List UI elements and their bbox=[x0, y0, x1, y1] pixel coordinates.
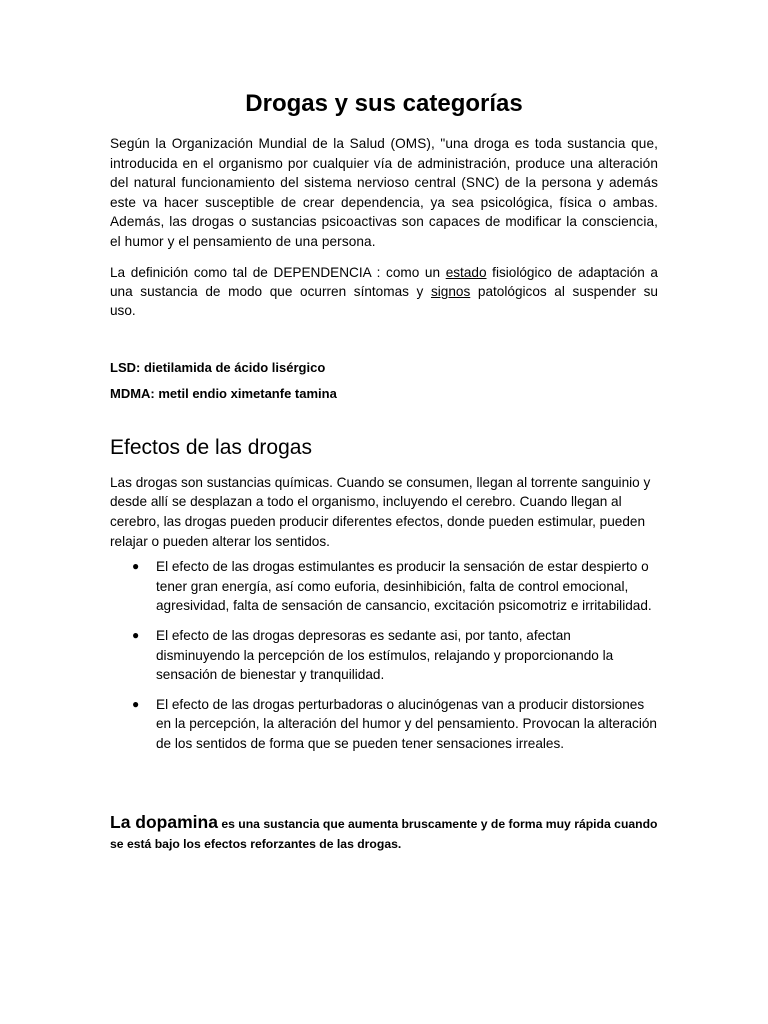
dopamine-term: La dopamina bbox=[110, 811, 218, 832]
dopamine-text: es una sustancia que aumenta bruscamente y de forma muy rápida cuando se está bajo los efectos reforzantes de las drogas. bbox=[110, 816, 658, 851]
list-item bbox=[132, 695, 658, 754]
dopamine-paragraph bbox=[110, 812, 658, 854]
definition-paragraph-end: uso. bbox=[110, 303, 136, 319]
definition-text-3: patológicos al suspender su bbox=[470, 283, 658, 299]
definition-paragraph bbox=[110, 263, 658, 302]
list-item-text: El efecto de las drogas depresoras es sedante asi, por tanto, afectan disminuyendo la percepción de los estímulos, relajando y proporcionando la sensación de bienestar y tranquilidad. bbox=[156, 627, 614, 683]
bullet-icon: ● bbox=[132, 696, 140, 711]
bullet-icon: ● bbox=[132, 627, 140, 642]
intro-paragraph: Según la Organización Mundial de la Salud (OMS), "una droga es toda sustancia que, introducida en el organismo por cualquier vía de administración, produce una alteración del natural funcionamiento del sistema nervioso central (SNC) de la persona y además este va hacer susceptible de crear dependencia, ya sea psicológica, física o ambas. Además, las drogas o sustancias psicoactivas son capaces de modificar la consciencia, el humor y el pensamiento de una persona. bbox=[110, 136, 658, 249]
definition-text-2: fisiológico de adaptación a una sustancia de modo que ocurren síntomas y bbox=[110, 264, 658, 299]
page-title: Drogas y sus categorías bbox=[245, 90, 523, 117]
list-item bbox=[132, 626, 658, 685]
definition-text-1: La definición como tal de DEPENDENCIA : como un bbox=[110, 264, 446, 280]
list-item-text: El efecto de las drogas estimulantes es producir la sensación de estar despierto o tener gran energía, así como euforia, desinhibición, falta de control emocional, agresividad, falta de sensación de cansancio, excitación psicomotriz e irritabilidad. bbox=[156, 559, 652, 614]
bullet-icon: ● bbox=[132, 559, 140, 574]
list-item-text: El efecto de las drogas perturbadoras o alucinógenas van a producir distorsiones en la percepción, la alteración del humor y del pensamiento. Provocan la alteración de los sentidos de forma que se pueden tener sensaciones irreales. bbox=[156, 696, 657, 751]
link-signos[interactable]: signos bbox=[430, 283, 471, 299]
abbreviation-lsd: LSD: dietilamida de ácido lisérgico bbox=[110, 359, 326, 375]
list-item bbox=[132, 557, 658, 616]
link-estado[interactable]: estado bbox=[445, 264, 487, 280]
effects-intro-paragraph: Las drogas son sustancias químicas. Cuando se consumen, llegan al torrente sanguinio y desde allí se desplazan a todo el organismo, incluyendo el cerebro. Cuando llegan al cerebro, las drogas pueden producir diferentes efectos, donde pueden estimular, pueden relajar o pueden alterar los sentidos. bbox=[110, 474, 651, 549]
abbreviation-mdma: MDMA: metil endio ximetanfe tamina bbox=[110, 385, 337, 401]
effects-list bbox=[110, 557, 658, 753]
effects-heading: Efectos de las drogas bbox=[110, 435, 312, 459]
